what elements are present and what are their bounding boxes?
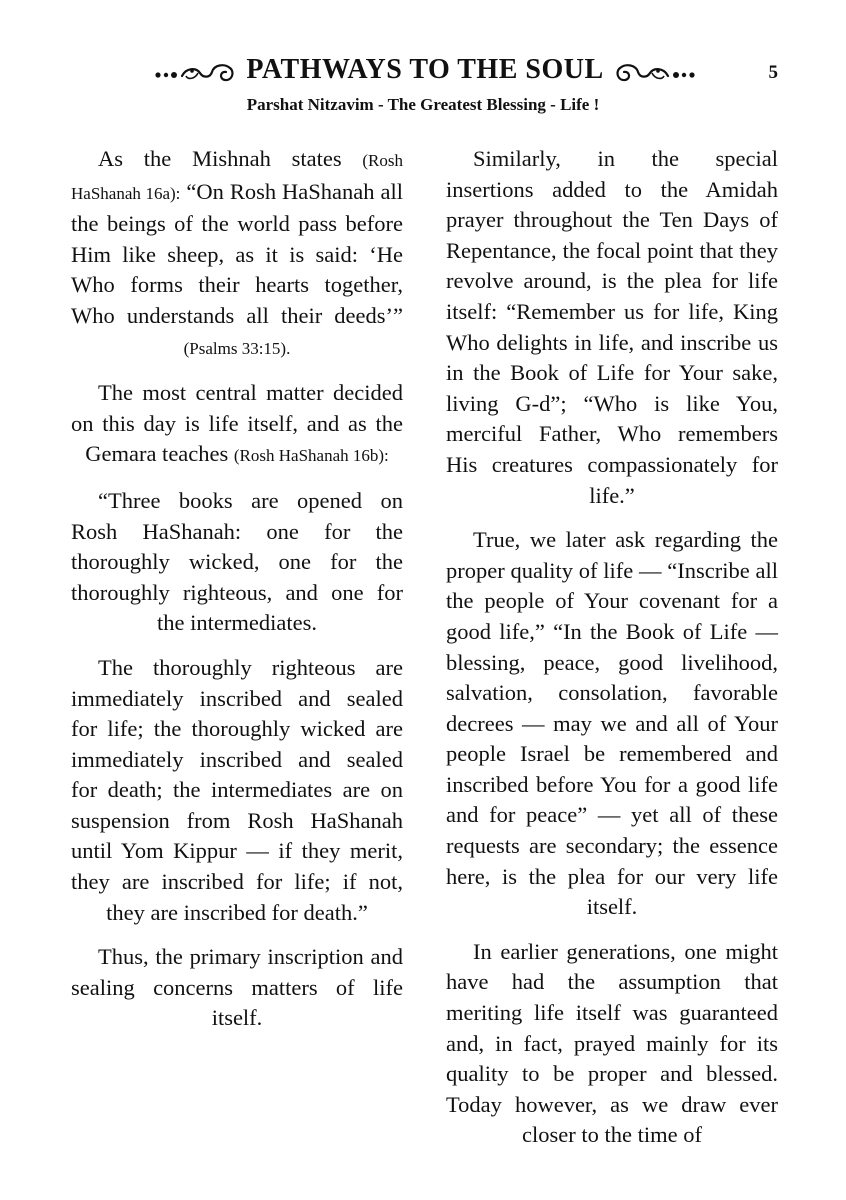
scroll-ornament-right-icon [608,55,698,85]
paragraph [71,378,403,472]
paragraph: “Three books are opened on Rosh HaShanah: one for the thoroughly wicked, one for the thoroughly righteous, and one for the intermediates. [71,487,403,636]
paragraph-text: As the Mishnah states [98,146,363,171]
left-column [71,144,403,1048]
title-row [130,50,720,90]
paragraph: In earlier generations, one might have had the assumption that meriting life itself was guaranteed and, in fact, prayed mainly for its quality to be proper and blessed. Today however, as we draw ever closer to the time of [446,938,778,1148]
source-reference: (Rosh HaShanah 16b): [233,446,389,466]
paragraph: Thus, the primary inscription and sealing concerns matters of life itself. [71,944,403,1031]
page-subtitle: Parshat Nitzavim - The Greatest Blessing - Life ! [246,95,600,114]
paragraph-text: The most central matter decided on this day is life itself, and as the Gemara teaches [71,380,403,467]
scroll-ornament-left-icon [152,55,242,85]
paragraph: Similarly, in the special insertions added to the Amidah prayer throughout the Ten Days of Repentance, the focal point that they revolve around, is the plea for life itself: “Remember us for life, King Who delights in life, and inscribe us in the Book of Life for Your sake, living G-d”; “Who is like You, merciful Father, Who remembers His creatures compassionately for life.” [446,146,778,508]
paragraph [71,144,403,364]
source-reference: (Psalms 33:15). [183,338,291,358]
right-column [446,144,778,1165]
page-title: PATHWAYS TO THE SOUL [246,54,604,85]
page-number: 5 [768,62,778,83]
source-reference: (Rosh HaShanah 16a): [71,151,403,203]
paragraph: True, we later ask regarding the proper quality of life — “Inscribe all the people of Your covenant for a good life,” “In the Book of Life — blessing, peace, good livelihood, salvation, consolation, favorable decrees — may we and all of Your people Israel be remembered and inscribed before You for a good life and for peace” — yet all of these requests are secondary; the essence here, is the plea for our very life itself. [446,527,778,920]
paragraph: The thoroughly righteous are immediately inscribed and sealed for life; the thoroughly wicked are immediately inscribed and sealed for death; the intermediates are on suspension from Rosh HaShanah until Yom Kippur — if they merit, they are inscribed for life; if not, they are inscribed for death.” [71,654,403,925]
page-header [0,50,846,90]
paragraph-text: “On Rosh HaShanah all the beings of the world pass before Him like sheep, as it is said: ‘He Who forms their hearts together, Who understands all their deeds’” [71,178,403,328]
